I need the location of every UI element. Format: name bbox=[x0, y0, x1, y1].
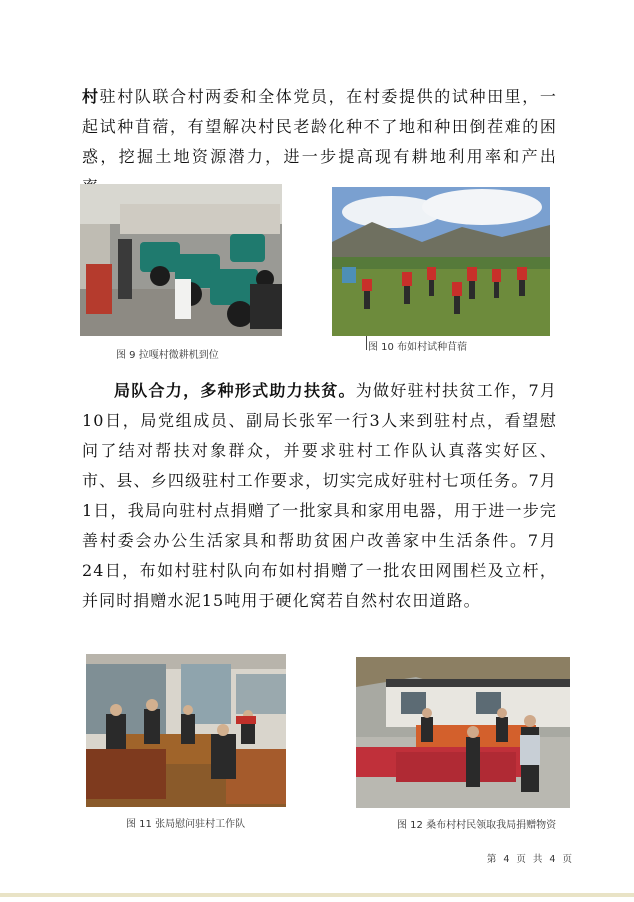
footer-rule bbox=[0, 893, 634, 897]
page-number: 第 4 页 共 4 页 bbox=[486, 854, 574, 865]
figure-12-caption: 图 12 桑布村村民领取我局捐赠物资 bbox=[397, 820, 557, 831]
paragraph-2-heading: 局队合力，多种形式助力扶贫。 bbox=[114, 381, 356, 400]
figure-11-caption: 图 11 张局慰问驻村工作队 bbox=[126, 819, 246, 830]
figure-10-caption: 图 10 布如村试种苜蓿 bbox=[368, 342, 468, 353]
figure-11-photo bbox=[86, 654, 286, 807]
paragraph-1-lead: 村 bbox=[82, 87, 100, 106]
paragraph-2 bbox=[82, 376, 557, 616]
paragraph-1-text: 驻村队联合村两委和全体党员，在村委提供的试种田里，一起试种苜蓿，有望解决村民老龄化种不了地和种田倒茬难的困惑，挖掘土地资源潜力，进一步提高现有耕地利用率和产出 bbox=[82, 87, 557, 166]
paragraph-2-text: 为做好驻村扶贫工作，7月10日，局党组成员、副局长张军一行3人来到驻村点，看望慰问了结对帮扶对象群众，并要求驻村工作队认真落实好区、市、县、乡四级驻村工作要求，切实完成好驻村七项任务。7月1日，我局向驻村点捐赠了一批家具和家用电器，用于进一步完善村委会办公生活家具和帮助贫困户改善家中生活条件。7月24日，布如村驻村队向布如村捐赠了一批农田网围栏及立杆，并同时捐赠水泥15吨用于硬化窝若自然村农田道路。 bbox=[82, 381, 557, 610]
figure-9-photo bbox=[80, 184, 282, 336]
figure-10-photo bbox=[332, 187, 550, 336]
figure-12-photo bbox=[356, 657, 570, 808]
figure-9-caption: 图 9 拉嘎村微耕机到位 bbox=[116, 350, 219, 361]
figure-10-caption-bar bbox=[366, 336, 367, 350]
